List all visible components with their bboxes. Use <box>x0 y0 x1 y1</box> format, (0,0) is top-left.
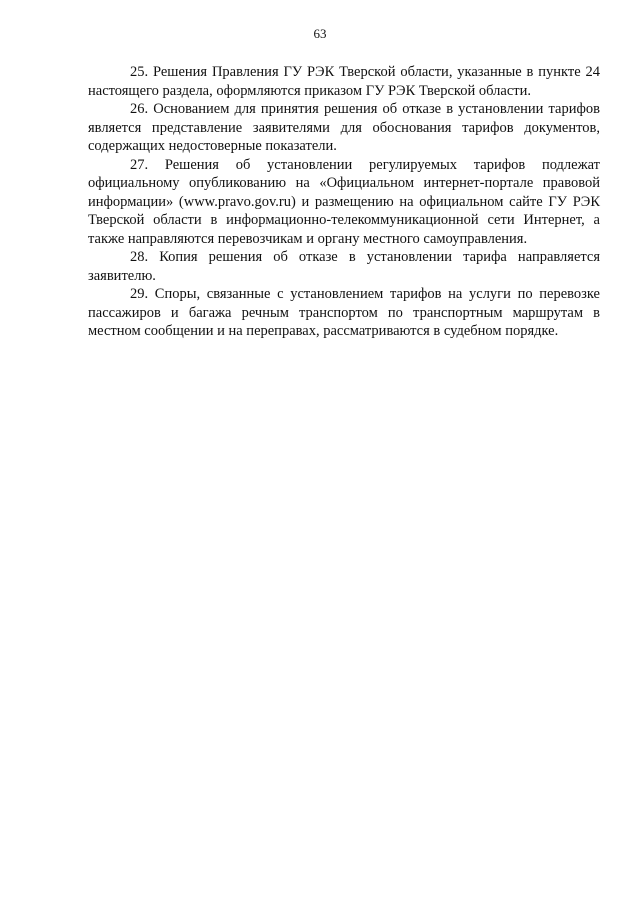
paragraph-26: 26. Основанием для принятия решения об отказе в установлении тарифов является представление заявителями для обоснования тарифов документов, содержащих недостоверные показатели. <box>88 101 600 154</box>
paragraph-27: 27. Решения об установлении регулируемых тарифов подлежат официальному опубликованию на «Официальном интернет-портале правовой информации» (www.pravo.gov.ru) и размещению на официальном сайте ГУ РЭК Тверской области в информационно-телекоммуникационной сети Интернет, а также направляются перевозчикам и органу местного самоуправления. <box>88 156 600 247</box>
paragraph-28: 28. Копия решения об отказе в установлении тарифа направляется заявителю. <box>88 249 600 284</box>
page-number: 63 <box>313 26 327 41</box>
document-body <box>88 63 600 341</box>
paragraph-25: 25. Решения Правления ГУ РЭК Тверской области, указанные в пункте 24 настоящего раздела, оформляются приказом ГУ РЭК Тверской области. <box>88 64 600 99</box>
paragraph-29: 29. Споры, связанные с установлением тарифов на услуги по перевозке пассажиров и багажа речным транспортом по транспортным маршрутам в местном сообщении и на переправах, рассматриваются в судебном порядке. <box>88 286 600 339</box>
